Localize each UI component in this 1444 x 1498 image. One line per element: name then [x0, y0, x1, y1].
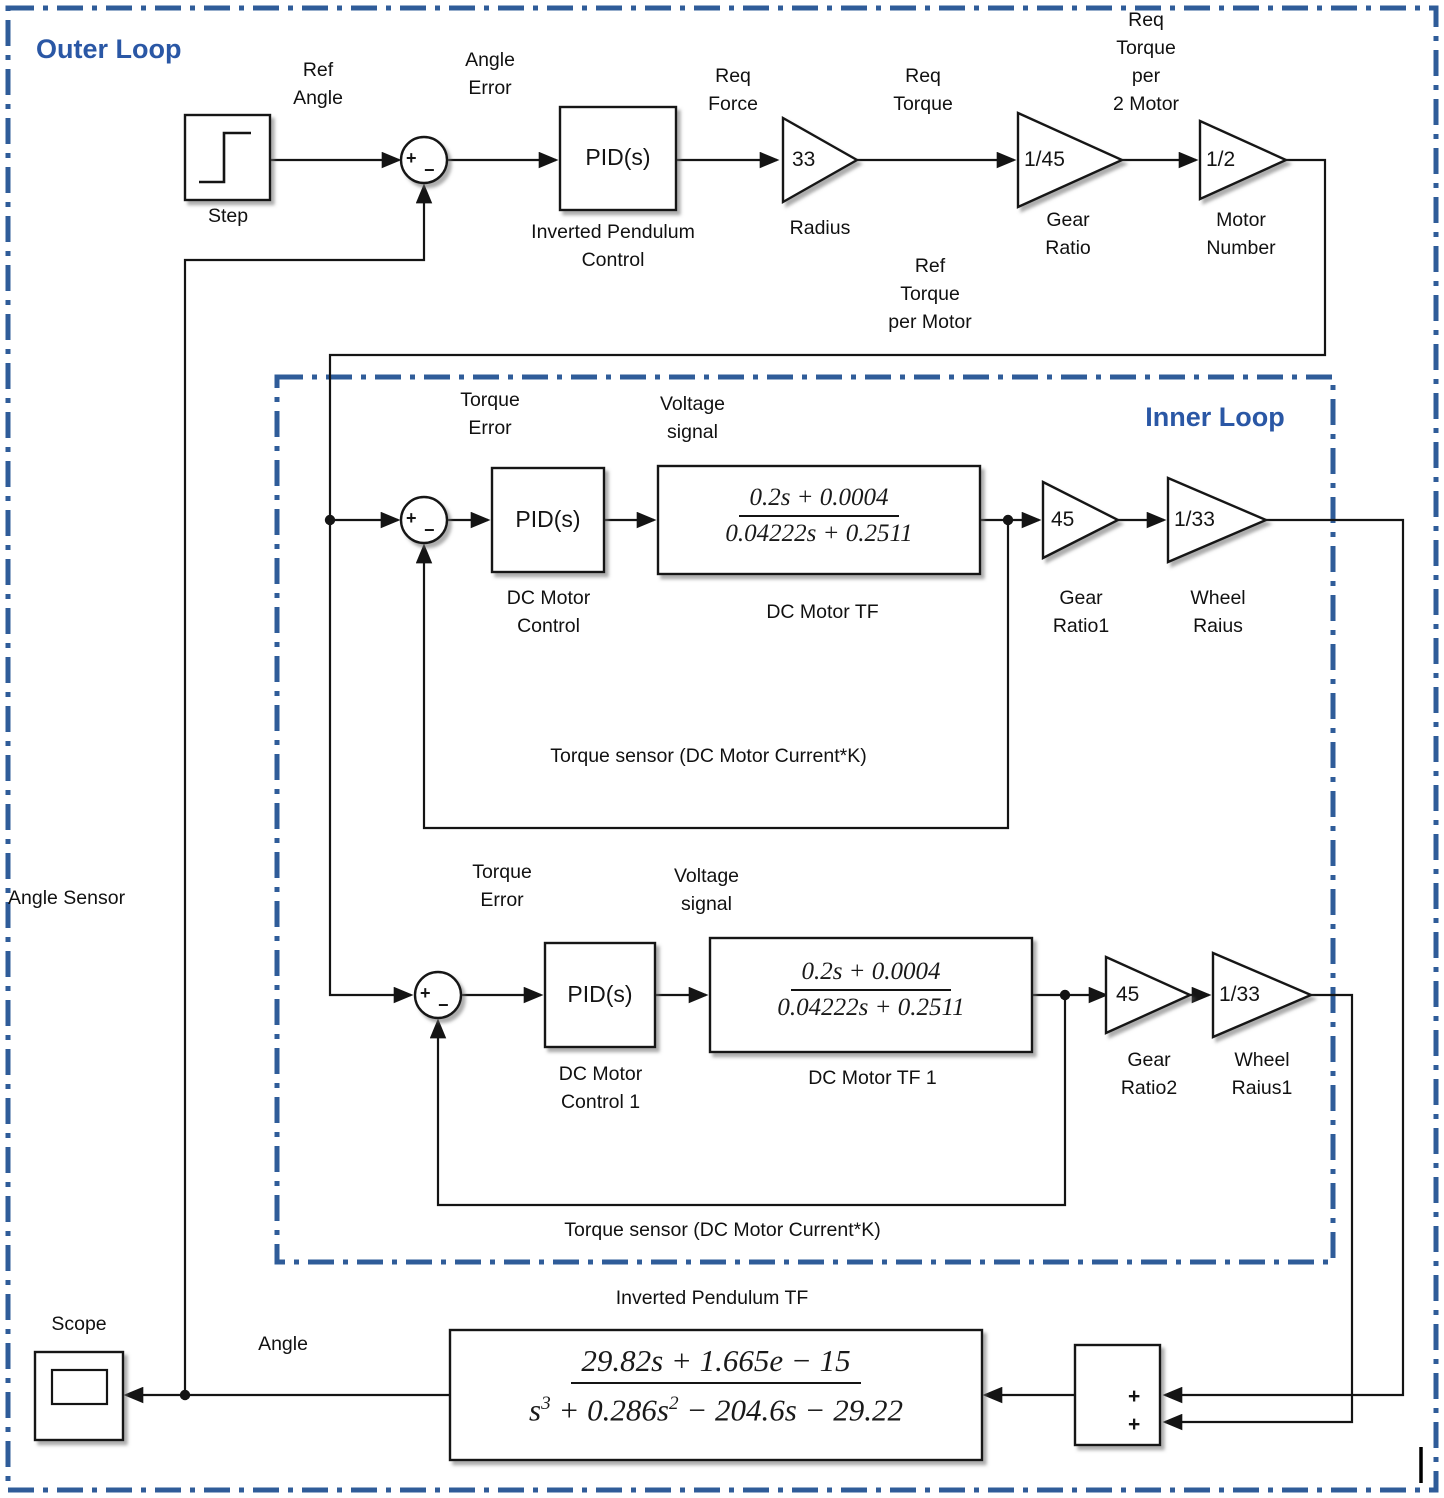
motor2-voltage-signal-label [634, 862, 779, 918]
branch-dot [325, 515, 335, 525]
motor2-pid-label: PID(s) [567, 981, 633, 1007]
label-line: Torque [893, 93, 953, 115]
label-line: Angle [465, 49, 515, 71]
label-line: Error [468, 77, 512, 99]
label-line: Raius [1193, 615, 1243, 637]
branch-dot [180, 1390, 190, 1400]
den-exponent: 3 [541, 1393, 551, 1414]
signal-label-req-torque-per-2-motor [1076, 6, 1216, 118]
angle-signal-label: Angle [258, 1333, 308, 1355]
outer-pid-label: PID(s) [585, 144, 651, 170]
motor2-tf-expression [724, 958, 1018, 1021]
motor2-sum-minus-sign: − [438, 995, 449, 1015]
label-line: Ref [302, 59, 334, 81]
wire-angle-sensor-feedback [185, 186, 424, 1395]
pendulum-tf-caption: Inverted Pendulum TF [615, 1287, 809, 1309]
label-line: DC Motor [558, 1063, 643, 1085]
motor1-wheel-caption [1148, 584, 1288, 640]
motor1-sum-plus-sign: + [406, 508, 417, 528]
label-line: Req [905, 65, 941, 87]
label-line: Inverted Pendulum [531, 221, 695, 243]
label-line: Angle [293, 87, 343, 109]
tf-numerator: 0.2s + 0.0004 [739, 484, 898, 517]
motor2-pid-caption [518, 1060, 683, 1116]
branch-dot [1060, 990, 1070, 1000]
motor1-torque-sensor-caption: Torque sensor (DC Motor Current*K) [550, 745, 867, 767]
label-line: Number [1206, 237, 1276, 259]
scope-screen-icon [52, 1370, 107, 1404]
motor2-torque-sensor-caption: Torque sensor (DC Motor Current*K) [564, 1219, 881, 1241]
motor1-gear-gain-value: 45 [1051, 508, 1075, 531]
signal-label-req-torque [863, 62, 983, 118]
den-exponent: 2 [668, 1393, 679, 1414]
signal-label-angle-error [430, 46, 550, 102]
label-line: Ratio [1045, 237, 1091, 259]
step-caption: Step [207, 205, 249, 227]
label-line: Gear [1059, 587, 1103, 609]
motor1-wheel-gain-value: 1/33 [1174, 508, 1215, 531]
signal-label-req-force [673, 62, 793, 118]
den-part: + 0.286s [550, 1392, 669, 1428]
outer-sum-plus-sign: + [406, 148, 417, 168]
motor2-wheel-gain-value: 1/33 [1219, 983, 1260, 1006]
label-line: Torque [472, 861, 532, 883]
motor1-pid-label: PID(s) [515, 506, 581, 532]
add-sum-block[interactable] [1075, 1345, 1160, 1445]
motor-number-gain-value: 1/2 [1206, 148, 1236, 171]
label-line: Ref [914, 255, 946, 277]
label-line: Req [715, 65, 751, 87]
motor-number-caption [1176, 206, 1306, 262]
radius-caption: Radius [789, 217, 851, 239]
label-line: Voltage [673, 865, 740, 887]
label-line: Torque [460, 389, 520, 411]
label-line: Ratio1 [1052, 615, 1110, 637]
tf-denominator: 0.04222s + 0.2511 [725, 520, 913, 547]
motor2-sum-plus-sign: + [420, 983, 431, 1003]
label-line: Raius1 [1231, 1077, 1293, 1099]
tf-numerator: 0.2s + 0.0004 [791, 958, 950, 991]
radius-gain-value: 33 [792, 148, 816, 171]
motor1-voltage-signal-label [620, 390, 765, 446]
label-line: per Motor [888, 311, 972, 333]
motor1-tf-expression [672, 484, 966, 547]
label-line: Gear [1127, 1049, 1171, 1071]
label-line: Torque [1116, 37, 1176, 59]
label-line: Control [581, 249, 645, 271]
outer-pid-caption [478, 218, 748, 274]
tf-numerator: 29.82s + 1.665e − 15 [571, 1344, 860, 1384]
gear-ratio-caption [1018, 206, 1118, 262]
motor1-tf-caption: DC Motor TF [766, 601, 879, 623]
motor1-pid-caption [466, 584, 631, 640]
inner-loop-label: Inner Loop [1145, 402, 1285, 432]
label-line: DC Motor [506, 587, 591, 609]
label-line: Ratio2 [1120, 1077, 1178, 1099]
branch-dot [1003, 515, 1013, 525]
tf-denominator: 0.04222s + 0.2511 [777, 994, 965, 1021]
motor2-gear-caption [1090, 1046, 1208, 1102]
label-line: Gear [1046, 209, 1090, 231]
label-line: Wheel [1190, 587, 1246, 609]
add-block-plus-bottom: + [1128, 1413, 1141, 1436]
motor2-wheel-caption [1192, 1046, 1332, 1102]
step-block[interactable] [185, 115, 270, 200]
signal-label-ref-torque-per-motor [850, 252, 1010, 336]
label-line: Torque [900, 283, 960, 305]
motor2-torque-error-label [442, 858, 562, 914]
label-line: Control [517, 615, 580, 637]
label-line: 2 Motor [1112, 93, 1180, 115]
gear-ratio-gain-value: 1/45 [1024, 148, 1065, 171]
scope-caption: Scope [51, 1313, 107, 1335]
label-line: Req [1128, 9, 1164, 31]
tf-denominator [478, 1384, 954, 1427]
label-line: signal [681, 893, 732, 915]
den-part: − 204.6s − 29.22 [678, 1392, 903, 1428]
label-line: Wheel [1234, 1049, 1290, 1071]
label-line: Force [708, 93, 758, 115]
label-line: Error [468, 417, 512, 439]
outer-sum-minus-sign: − [424, 160, 435, 180]
label-line: Motor [1216, 209, 1266, 231]
label-line: signal [667, 421, 718, 443]
motor1-torque-error-label [430, 386, 550, 442]
label-line: Control 1 [560, 1091, 641, 1113]
signal-label-ref-angle [258, 56, 378, 112]
pendulum-tf-expression [478, 1344, 954, 1427]
motor1-sum-minus-sign: − [424, 520, 435, 540]
add-block-plus-top: + [1128, 1385, 1141, 1408]
motor2-gear-gain-value: 45 [1116, 983, 1140, 1006]
motor1-gear-caption [1022, 584, 1140, 640]
den-part: s [529, 1392, 542, 1428]
angle-sensor-label: Angle Sensor [8, 887, 126, 909]
label-line: per [1131, 65, 1161, 87]
outer-loop-label: Outer Loop [36, 34, 182, 64]
label-line: Voltage [659, 393, 726, 415]
motor2-tf-caption: DC Motor TF 1 [808, 1067, 937, 1089]
label-line: Error [480, 889, 524, 911]
